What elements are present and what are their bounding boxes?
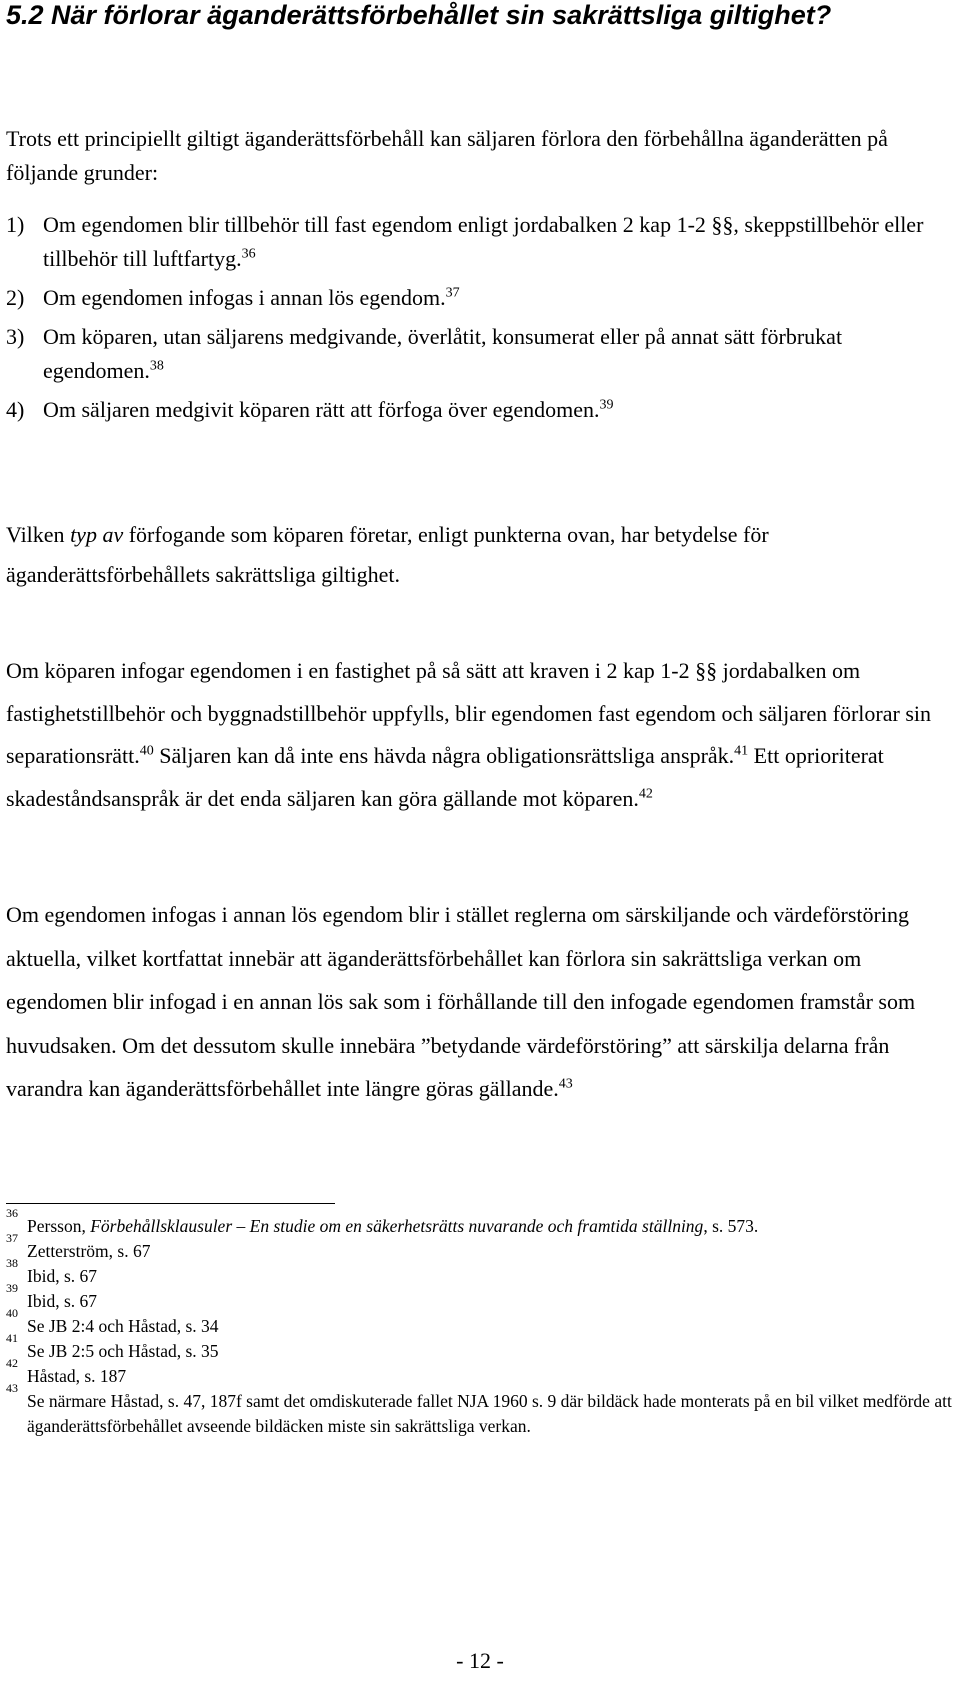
- footnote: [6, 1356, 954, 1389]
- page-number: - 12 -: [456, 1648, 504, 1673]
- footnote-ref[interactable]: 42: [638, 786, 653, 802]
- footnote: [6, 1256, 954, 1289]
- list-item-text: Om säljaren medgivit köparen rätt att förfoga över egendomen.: [43, 397, 600, 422]
- paragraph-text: Säljaren kan då inte ens hävda några obligationsrättsliga anspråk.: [153, 743, 735, 768]
- footnote-text: Ibid, s. 67: [27, 1266, 97, 1286]
- list-item: [6, 281, 954, 315]
- list-item: [6, 208, 954, 276]
- footnote: [6, 1331, 954, 1364]
- footnote-ref[interactable]: 38: [149, 358, 164, 374]
- footnote-number: 36: [6, 1206, 18, 1220]
- footnote-ref[interactable]: 39: [599, 397, 614, 413]
- footnote: [6, 1231, 954, 1264]
- footnote-text: Se närmare Håstad, s. 47, 187f samt det omdiskuterade fallet NJA 1960 s. 9 där bildäck hade monterats på en bil vilket medförde att äganderättsförbehållet avseende bildäcken miste sin sakrättsliga verkan.: [27, 1391, 952, 1436]
- footnote-text: Se JB 2:5 och Håstad, s. 35: [27, 1341, 219, 1361]
- list-item-number: 1): [6, 212, 25, 237]
- list-item: [6, 393, 954, 427]
- footnote: [6, 1381, 954, 1439]
- section-heading: 5.2 När förlorar äganderättsförbehållet sin sakrättsliga giltighet?: [6, 0, 832, 30]
- paragraph-movable-property: [6, 893, 954, 1111]
- paragraph-text: Om köparen infogar egendomen i en fastighet på så sätt att kraven i 2 kap 1-2 §§ jordabalken om fastighetstillbehör och byggnadstillbehör uppfylls, blir egendomen fast egendom och säljaren förlorar sin separationsrätt.: [6, 658, 931, 768]
- list-item-number: 4): [6, 397, 25, 422]
- paragraph-text: Vilken: [6, 522, 71, 547]
- paragraph-text: förfogande som köparen företar, enligt punkterna ovan, har betydelse för äganderättsförbehållets sakrättsliga giltighet.: [6, 522, 769, 587]
- footnote-ref[interactable]: 40: [139, 743, 154, 759]
- footnote-ref[interactable]: 41: [734, 743, 749, 759]
- emphasis-text: typ av: [70, 522, 124, 547]
- footnote: [6, 1281, 954, 1314]
- footnote-text: Persson,: [27, 1216, 91, 1236]
- list-item-number: 2): [6, 285, 25, 310]
- paragraph-real-property: [6, 650, 954, 820]
- footnote-number: 38: [6, 1256, 18, 1270]
- footnote-separator: [6, 1203, 335, 1204]
- list-item-text: Om köparen, utan säljarens medgivande, överlåtit, konsumerat eller på annat sätt förbrukat egendomen.: [43, 324, 843, 383]
- intro-paragraph: Trots ett principiellt giltigt äganderättsförbehåll kan säljaren förlora den förbehållna äganderätten på följande grunder:: [6, 126, 888, 185]
- footnote-text: Håstad, s. 187: [27, 1366, 127, 1386]
- paragraph-text: Ett oprioriterat skadeståndsanspråk är det enda säljaren kan göra gällande mot köparen.: [6, 743, 884, 811]
- grounds-list: [6, 208, 954, 432]
- footnote: [6, 1306, 954, 1339]
- footnote: [6, 1206, 954, 1239]
- footnote-number: 42: [6, 1356, 18, 1370]
- list-item-number: 3): [6, 324, 25, 349]
- footnote-number: 43: [6, 1381, 18, 1395]
- footnote-text: Se JB 2:4 och Håstad, s. 34: [27, 1316, 219, 1336]
- footnote-ref[interactable]: 37: [445, 285, 460, 301]
- footnote-ref[interactable]: 36: [241, 246, 256, 262]
- paragraph-text: Om egendomen infogas i annan lös egendom blir i stället reglerna om särskiljande och värdeförstöring aktuella, vilket kortfattat innebär att äganderättsförbehållet kan förlora sin sakrättsliga verkan om egendomen blir infogad i en annan lös sak som i förhållande till den infogade egendomen framstår som huvudsaken. Om det dessutom skulle innebära ”betydande värdeförstöring” att särskilja delarna från varandra kan äganderättsförbehållet inte längre göras gällande.: [6, 902, 916, 1101]
- footnote-text: Zetterström, s. 67: [27, 1241, 151, 1261]
- footnote-number: 41: [6, 1331, 18, 1345]
- footnote-ref[interactable]: 43: [558, 1076, 573, 1092]
- list-item: [6, 320, 954, 388]
- footnote-title: Förbehållsklausuler – En studie om en säkerhetsrätts nuvarande och framtida ställning: [90, 1216, 704, 1236]
- list-item-text: Om egendomen blir tillbehör till fast egendom enligt jordabalken 2 kap 1-2 §§, skeppstillbehör eller tillbehör till luftfartyg.: [43, 212, 924, 271]
- footnote-number: 39: [6, 1281, 18, 1295]
- footnote-text: Ibid, s. 67: [27, 1291, 97, 1311]
- list-item-text: Om egendomen infogas i annan lös egendom.: [43, 285, 446, 310]
- footnote-text: , s. 573.: [703, 1216, 759, 1236]
- footnotes-list: [6, 1206, 954, 1439]
- footnote-number: 40: [6, 1306, 18, 1320]
- paragraph-type-of-disposal: [6, 515, 954, 595]
- footnote-number: 37: [6, 1231, 18, 1245]
